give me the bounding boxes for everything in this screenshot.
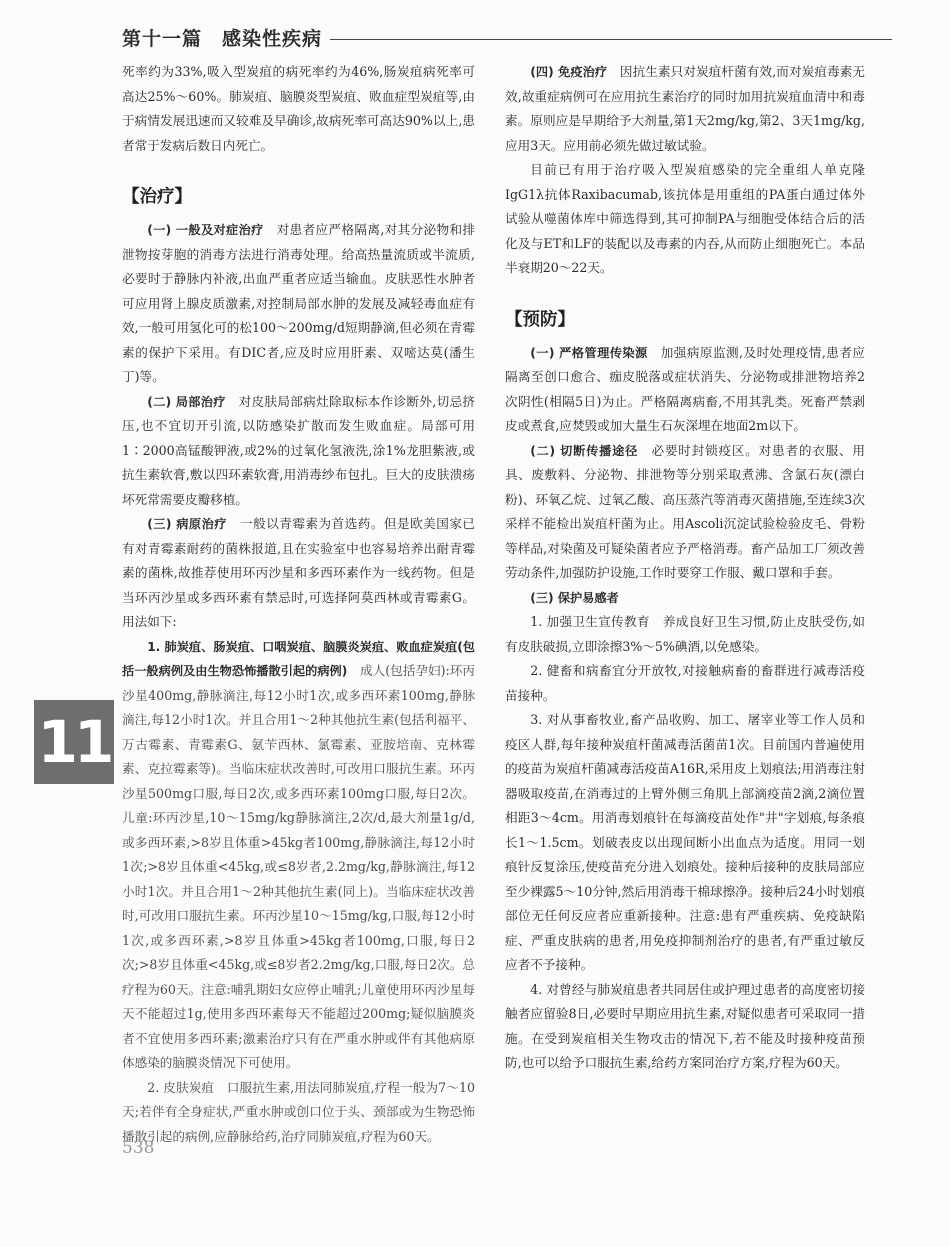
immuno-treatment-paragraph: [505, 60, 865, 158]
immuno-treatment-title: (四) 免疫治疗: [530, 65, 608, 79]
page-header: [122, 22, 892, 52]
source-control-body: 加强病原监测,及时处理疫情,患者应隔离至创口愈合、痂皮脱落或症状消失、分泌物或排泄物培养2次阴性(相隔5日)为止。严格隔离病畜,不用其乳类。死畜严禁剥皮或煮食,应焚毁或加大量生石灰深埋在地面2m以下。: [505, 344, 865, 433]
prevention-item1-paragraph: [505, 610, 865, 659]
general-treatment-title: (一) 一般及对症治疗: [147, 223, 264, 237]
etiologic-treatment-paragraph: [122, 512, 475, 635]
local-treatment-body: 对皮肤局部病灶除取标本作诊断外,切忌挤压,也不宜切开引流,以防感染扩散而发生败血症。局部可用1∶2000高锰酸钾液,或2%的过氧化氢液洗,涂1%龙胆紫液,或抗生素软膏,敷以四环素软膏,用消毒纱布包扎。巨大的皮肤溃疡坏死常需要皮瓣移植。: [122, 393, 475, 507]
header-title: 第十一篇 感染性疾病: [122, 27, 323, 50]
transmission-body: 必要时封锁疫区。对患者的衣服、用具、废敷料、分泌物、排泄物等分别采取煮沸、含氯石灰(漂白粉)、环氧乙烷、过氧乙酸、高压蒸汽等消毒灭菌措施,至连续3次采样不能检出炭疽杆菌为止。用Ascoli沉淀试验检验皮毛、骨粉等样品,对染菌及可疑染菌者应予严格消毒。畜产品加工厂须改善劳动条件,加强防护设施,工作时要穿工作服、戴口罩和手套。: [505, 442, 866, 580]
item2-body: 口服抗生素,用法同肺炭疽,疗程一般为7～10天;若伴有全身症状,严重水肿或创口位于头、颈部或为生物恐怖播散引起的病例,应静脉给药,治疗同肺炭疽,疗程为60天。: [122, 1079, 476, 1144]
source-control-title: (一) 严格管理传染源: [530, 345, 648, 360]
page-number: 538: [122, 1138, 155, 1158]
prevention-item3-paragraph: 3. 对从事畜牧业,畜产品收购、加工、屠宰业等工作人员和疫区人群,每年接种炭疽杆菌减毒活菌苗1次。目前国内普遍使用的疫苗为炭疽杆菌减毒活疫苗A16R,采用皮上划痕法;用消毒注射器吸取疫苗,在消毒过的上臂外侧三角肌上部滴疫苗2滴,2滴位置相距3～4cm。用消毒划痕针在每滴疫苗处作"井"字划痕,每条痕长1～1.5cm。划破表皮以出现间断小出血点为适度。用同一划痕针反复涂压,使疫苗充分进入划痕处。接种后接种的皮肤局部应至少裸露5～10分钟,然后用消毒干棉球擦净。接种后24小时划痕部位无任何反应者应重新接种。注意:患有严重疾病、免疫缺陷症、严重皮肤病的患者,用免疫抑制剂治疗的患者,有严重过敏反应者不予接种。: [505, 712, 865, 972]
prevention-heading: 【预防】: [505, 309, 575, 330]
item1-body: 成人(包括孕妇):环丙沙星400mg,静脉滴注,每12小时1次,或多西环素100mg,静脉滴注,每12小时1次。并且合用1～2种其他抗生素(包括利福平、万古霉素、青霉素G、氨苄西林、氯霉素、亚胺培南、克林霉素、克拉霉素等)。当临床症状改善时,可改用口服抗生素。环丙沙星500mg口服,每日2次,或多西环素100mg口服,每日2次。儿童:环丙沙星,10～15mg/kg静脉滴注,2次/d,最大剂量1g/d,或多西环素,>8岁且体重>45kg者100mg,静脉滴注,每12小时1次;>8岁且体重<45kg,或≤8岁者,2.2mg/kg,静脉滴注,每12小时1次。并且合用1～2种其他抗生素(同上)。当临床症状改善时,可改用口服抗生素。环丙沙星10～15mg/kg,口服,每12小时1次,或多西环素,>8岁且体重>45kg者100mg,口服,每日2次;>8岁且体重<45kg,或≤8岁者2.2mg/kg,口服,每日2次。总疗程为60天。注意:哺乳期妇女应停止哺乳;儿童使用环丙沙星每天不能超过1g,使用多西环素每天不能超过200mg;疑似脑膜炎者不宜使用多西环素;激素治疗只有在严重水肿或伴有其他病原体感染的脑膜炎情况下可使用。: [122, 663, 475, 1070]
chapter-tab: 11: [34, 700, 114, 784]
right-column: [505, 60, 865, 1076]
item2-paragraph: [122, 1076, 475, 1150]
immuno-treatment-body: 因抗生素只对炭疽杆菌有效,而对炭疽毒素无效,故重症病例可在应用抗生素治疗的同时加用抗炭疽血清中和毒素。原则应是早期给予大剂量,第1天2mg/kg,第2、3天1mg/kg,应用3天。应用前必须先做过敏试验。: [505, 64, 866, 153]
general-treatment-body: 对患者应严格隔离,对其分泌物和排泄物按芽胞的消毒方法进行消毒处理。给高热量流质或半流质,必要时于静脉内补液,出血严重者应适当输血。皮肤恶性水肿者可应用肾上腺皮质激素,对控制局部水肿的发展及减轻毒血症有效,一般可用氢化可的松100～200mg/d短期静滴,但必须在青霉素的保护下采用。有DIC者,应及时应用肝素、双嘧达莫(潘生丁)等。: [122, 222, 476, 384]
treatment-heading: 【治疗】: [122, 187, 192, 207]
transmission-paragraph: [505, 439, 865, 586]
item2-title: 2. 皮肤炭疽: [147, 1079, 215, 1095]
source-control-paragraph: [505, 341, 865, 439]
prevention-item4-paragraph: 4. 对曾经与肺炭疽患者共同居住或护理过患者的高度密切接触者应留验8日,必要时早期应用抗生素,对疑似患者可采取同一措施。在受到炭疽相关生物攻击的情况下,若不能及时接种疫苗预防,也可以给予口服抗生素,给药方案同治疗方案,疗程为60天。: [505, 981, 865, 1070]
intro-paragraph: 死率约为33%,吸入型炭疽的病死率约为46%,肠炭疽病死率可高达25%～60%。肺炭疽、脑膜炎型炭疽、败血症型炭疽等,由于病情发展迅速而又较难及早确诊,故病死率可高达90%以上,患者常于发病后数日内死亡。: [122, 64, 475, 153]
prevention-item1-title: 1. 加强卫生宣传教育: [530, 614, 650, 629]
left-column: [122, 60, 475, 1149]
etiologic-treatment-body: 一般以青霉素为首选药。但是欧美国家已有对青霉素耐药的菌株报道,且在实验室中也容易培养出耐青霉素的菌株,故推荐使用环丙沙星和多西环素作为一线药物。但是当环丙沙星或多西环素有禁忌时,可选择阿莫西林或青霉素G。用法如下:: [122, 516, 476, 629]
transmission-title: (二) 切断传播途径: [530, 443, 639, 458]
header-rule: [330, 39, 892, 40]
prevention-item2-paragraph: 2. 健畜和病畜宜分开放牧,对接触病畜的畜群进行减毒活疫苗接种。: [505, 663, 865, 703]
item1-title: 1. 肺炭疽、肠炭疽、口咽炭疽、脑膜炎炭疽、败血症炭疽(包括一般病例及由生物恐怖播散引起的病例): [122, 639, 475, 678]
susceptible-title: (三) 保护易感者: [530, 590, 619, 605]
local-treatment-paragraph: [122, 390, 475, 513]
general-treatment-paragraph: [122, 218, 475, 390]
susceptible-heading: [505, 586, 865, 611]
item1-paragraph: [122, 635, 475, 1076]
etiologic-treatment-title: (三) 病原治疗: [147, 517, 227, 531]
antibody-paragraph: 目前已有用于治疗吸入型炭疽感染的完全重组人单克隆IgG1λ抗体Raxibacumab,该抗体是用重组的PA蛋白通过体外试验从噬菌体库中筛选得到,其可抑制PA与细胞受体结合后的活化及与ET和LF的装配以及毒素的内吞,从而防止细胞死亡。本品半衰期20～22天。: [505, 162, 865, 275]
prevention-item1-body: 养成良好卫生习惯,防止皮肤受伤,如有皮肤破损,立即涂擦3%～5%碘酒,以免感染。: [505, 614, 865, 654]
local-treatment-title: (二) 局部治疗: [147, 394, 226, 409]
